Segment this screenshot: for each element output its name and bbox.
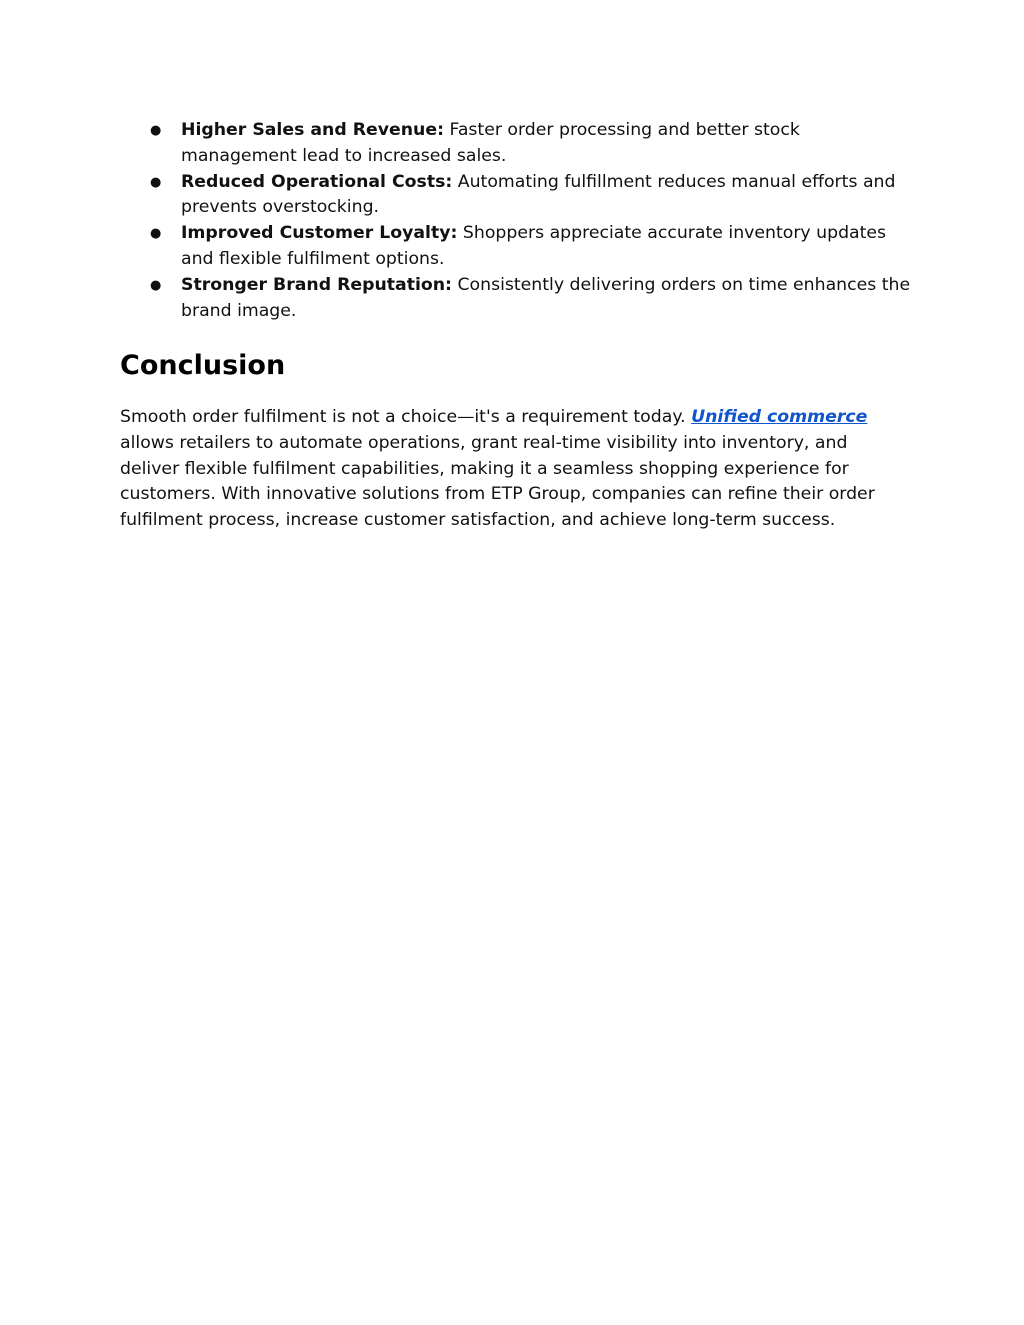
bullet-icon: ● bbox=[150, 226, 162, 242]
bullet-icon: ● bbox=[150, 277, 162, 293]
section-heading: Conclusion bbox=[120, 350, 286, 381]
bullet-text: Consistently delivering orders on time enhances the brand image. bbox=[181, 274, 911, 321]
bullet-term: Stronger Brand Reputation: bbox=[181, 274, 452, 295]
bullet-text: Faster order processing and better stock management lead to increased sales. bbox=[181, 120, 800, 166]
bullet-term: Reduced Operational Costs: bbox=[181, 171, 453, 192]
conclusion-paragraph bbox=[120, 405, 910, 534]
unified-commerce-link[interactable]: Unified commerce bbox=[691, 407, 868, 427]
bullet-icon: ● bbox=[150, 123, 162, 138]
paragraph-text: allows retailers to automate operations, grant real-time visibility into inventory, and deliver flexible fulfilment capabilities, making it a seamless shopping experience for customers. With innovative solutions from ETP Group, companies can refine their order fulfilment process, increase customer satisfaction, and achieve long-term success. bbox=[120, 432, 875, 531]
bullet-term: Improved Customer Loyalty: bbox=[181, 223, 458, 244]
bullet-term: Higher Sales and Revenue: bbox=[181, 120, 444, 140]
list-item bbox=[150, 273, 920, 325]
bullet-text: Automating fulfillment reduces manual efforts and prevents overstocking. bbox=[181, 171, 896, 218]
list-item bbox=[150, 221, 920, 273]
list-item bbox=[150, 170, 920, 222]
bullet-text: Shoppers appreciate accurate inventory updates and flexible fulfilment options. bbox=[181, 223, 887, 269]
benefits-list bbox=[150, 118, 920, 324]
list-item bbox=[150, 118, 920, 170]
bullet-icon: ● bbox=[150, 174, 162, 190]
paragraph-text: Smooth order fulfilment is not a choice—it's a requirement today. bbox=[120, 407, 692, 427]
